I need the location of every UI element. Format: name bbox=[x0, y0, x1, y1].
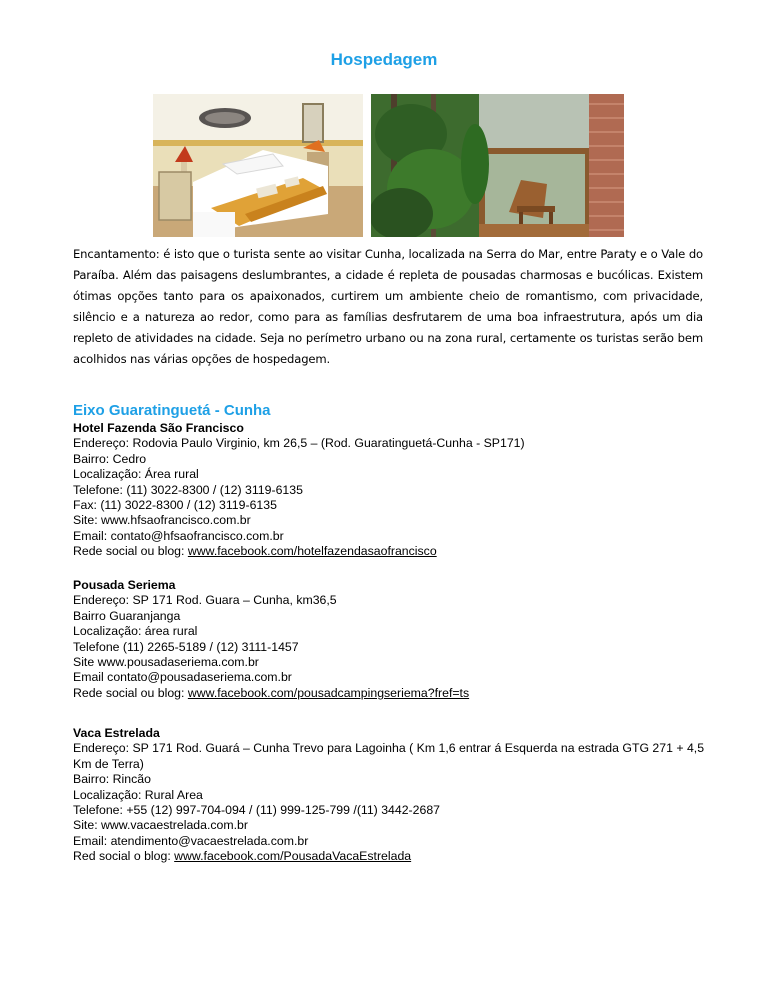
listing-email: Email: atendimento@vacaestrelada.com.br bbox=[73, 833, 309, 848]
listing-social bbox=[73, 544, 713, 559]
listing-pousada-seriema bbox=[73, 578, 713, 701]
listing-name: Pousada Seriema bbox=[73, 578, 176, 592]
section-title: Eixo Guaratinguetá - Cunha bbox=[73, 402, 271, 419]
listing-hotel-fazenda-sao-francisco bbox=[73, 421, 713, 560]
porch-photo bbox=[371, 94, 624, 237]
bedroom-photo bbox=[153, 94, 363, 237]
social-link[interactable]: www.facebook.com/hotelfazendasaofrancisco bbox=[187, 544, 437, 559]
listing-neighborhood: Bairro: Rincão bbox=[73, 772, 151, 787]
listing-location: Localização: área rural bbox=[73, 624, 198, 639]
listing-site: Site www.pousadaseriema.com.br bbox=[73, 655, 259, 670]
listing-neighborhood: Bairro: Cedro bbox=[73, 451, 147, 466]
listing-fax: Fax: (11) 3022-8300 / (12) 3119-6135 bbox=[73, 498, 277, 513]
listing-location: Localização: Rural Area bbox=[73, 787, 203, 802]
social-link[interactable]: www.facebook.com/pousadcampingseriema?fref=ts bbox=[187, 685, 470, 700]
listing-email: Email contato@pousadaseriema.com.br bbox=[73, 670, 292, 685]
social-label: Rede social ou blog: bbox=[73, 544, 188, 559]
intro-paragraph: Encantamento: é isto que o turista sente ao visitar Cunha, localizada na Serra do Mar, entre Paraty e o Vale do Paraíba. Além das paisagens deslumbrantes, a cidade é repleta de pousadas charmosas e bucólicas. Existem ótimas opções tanto para os apaixonados, curtirem um ambiente cheio de romantismo, com privacidade, silêncio e a natureza ao redor, como para as famílias desfrutarem de uma boa infraestrutura, após um dia repleto de atividades na cidade. Seja no perímetro urbano ou na zona rural, certamente os turistas serão bem acolhidos nas várias opções de hospedagem. bbox=[73, 247, 703, 366]
listing-email: Email: contato@hfsaofrancisco.com.br bbox=[73, 528, 284, 543]
social-link[interactable]: www.facebook.com/PousadaVacaEstrelada bbox=[174, 849, 412, 864]
listing-neighborhood: Bairro Guaranjanga bbox=[73, 608, 181, 623]
page-title: Hospedagem bbox=[330, 50, 438, 69]
listing-phone: Telefone: +55 (12) 997-704-094 / (11) 999-125-799 /(11) 3442-2687 bbox=[73, 803, 440, 818]
listing-address: Endereço: SP 171 Rod. Guará – Cunha Trevo para Lagoinha ( Km 1,6 entrar á Esquerda na estrada GTG 271 + 4,5 Km de Terra) bbox=[73, 741, 705, 771]
social-label: Red social o blog: bbox=[73, 849, 175, 864]
listing-address: Endereço: SP 171 Rod. Guara – Cunha, km36,5 bbox=[73, 593, 337, 608]
listing-social bbox=[73, 849, 713, 864]
listing-name: Vaca Estrelada bbox=[73, 726, 160, 740]
listing-vaca-estrelada bbox=[73, 726, 713, 865]
social-label: Rede social ou blog: bbox=[73, 685, 188, 700]
listing-site: Site: www.vacaestrelada.com.br bbox=[73, 818, 248, 833]
listing-location: Localização: Área rural bbox=[73, 467, 199, 482]
listing-social bbox=[73, 686, 713, 701]
listing-site: Site: www.hfsaofrancisco.com.br bbox=[73, 513, 251, 528]
listing-address: Endereço: Rodovia Paulo Virginio, km 26,5 – (Rod. Guaratinguetá-Cunha - SP171) bbox=[73, 436, 525, 451]
listing-phone: Telefone: (11) 3022-8300 / (12) 3119-6135 bbox=[73, 482, 303, 497]
listing-name: Hotel Fazenda São Francisco bbox=[73, 421, 244, 435]
listing-phone: Telefone (11) 2265-5189 / (12) 3111-1457 bbox=[73, 639, 299, 654]
